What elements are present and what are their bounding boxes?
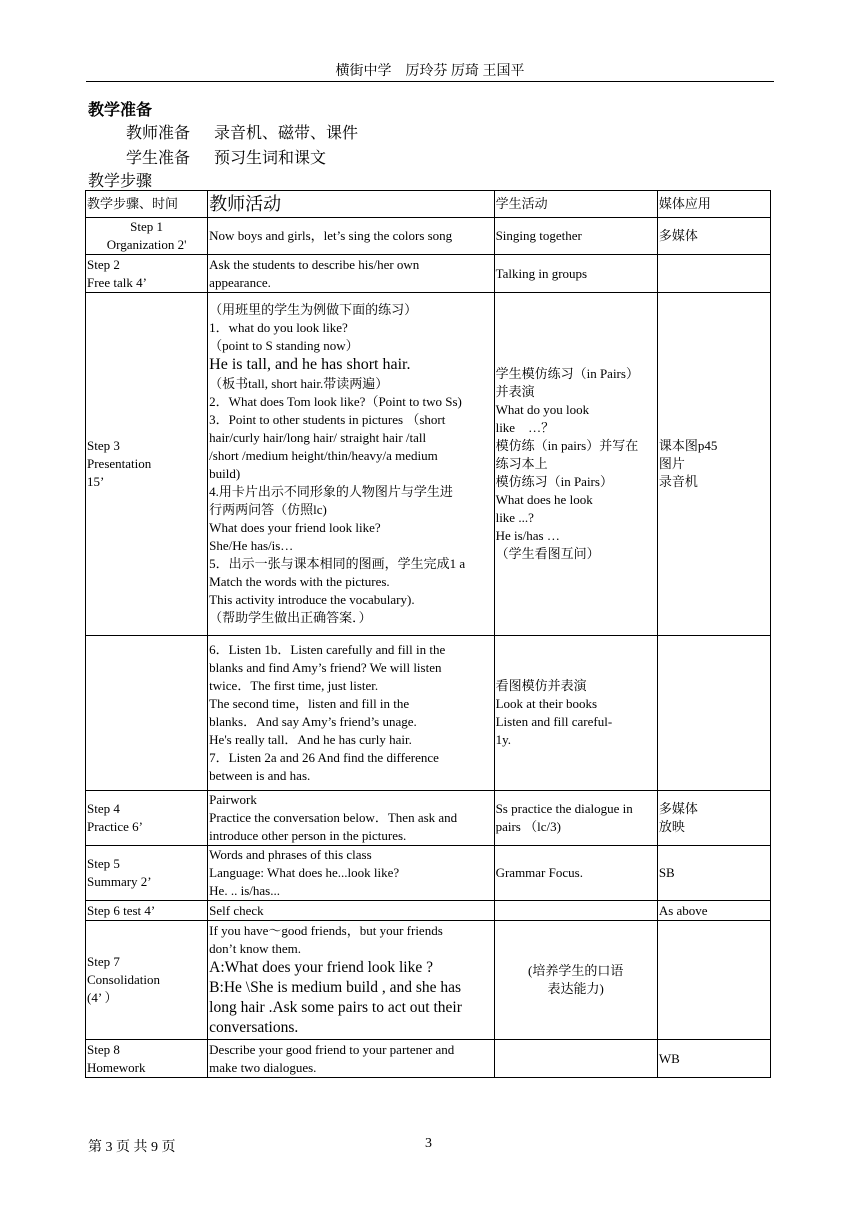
student-cell: 看图模仿并表演 Look at their books Listen and fill careful- 1y. — [494, 636, 657, 791]
header-media: 媒体应用 — [657, 191, 770, 218]
table-row — [86, 636, 771, 791]
step-cell: Step 3 Presentation 15’ — [86, 293, 208, 636]
teacher-prep-line — [126, 120, 358, 143]
table-row — [86, 255, 771, 293]
student-cell: Singing together — [494, 218, 657, 255]
lesson-plan-table — [85, 190, 771, 1078]
student-cell: Grammar Focus. — [494, 846, 657, 901]
teacher-cell: Describe your good friend to your partener and make two dialogues. — [208, 1040, 494, 1078]
section-title-preparation: 教学准备 — [88, 102, 153, 119]
media-cell: SB — [657, 846, 770, 901]
media-cell — [657, 636, 770, 791]
media-cell: 课本图p45 图片 录音机 — [657, 293, 770, 636]
student-cell: (培养学生的口语 表达能力) — [494, 921, 657, 1040]
teacher-cell: Pairwork Practice the conversation below．Then ask and introduce other person in the pictures. — [208, 791, 494, 846]
teacher-cell: Self check — [208, 901, 494, 921]
page-info: 第 3 页 共 9 页 — [88, 1140, 176, 1155]
media-cell: 多媒体 — [657, 218, 770, 255]
student-cell: Talking in groups — [494, 255, 657, 293]
table-row — [86, 218, 771, 255]
table-row — [86, 901, 771, 921]
teacher-cell: Ask the students to describe his/her own appearance. — [208, 255, 494, 293]
step-cell: Step 8 Homework — [86, 1040, 208, 1078]
step-cell: Step 6 test 4’ — [86, 901, 208, 921]
step-cell: Step 2 Free talk 4’ — [86, 255, 208, 293]
media-cell — [657, 255, 770, 293]
step-cell: Step 5 Summary 2’ — [86, 846, 208, 901]
teacher-prep-value: 录音机、磁带、课件 — [214, 125, 359, 142]
teacher-cell: Words and phrases of this class Language: What does he...look like? He. .. is/has... — [208, 846, 494, 901]
student-prep-value: 预习生词和课文 — [214, 150, 327, 167]
table-row — [86, 921, 771, 1040]
student-prep-line — [126, 145, 326, 168]
media-cell: 多媒体 放映 — [657, 791, 770, 846]
table-row — [86, 791, 771, 846]
table-row — [86, 846, 771, 901]
step-cell — [86, 636, 208, 791]
media-cell: As above — [657, 901, 770, 921]
page-header: 横街中学 厉玲芬 厉琦 王国平 — [335, 64, 525, 79]
teacher-cell: 6．Listen 1b．Listen carefully and fill in the blanks and find Amy’s friend? We will listen twice．The first time, just lister. The second time，listen and fill in the blanks．And say Amy’s friend’s unage. He's really tall．And he has curly hair. 7．Listen 2a and 26 And find the difference between is and has. — [208, 636, 494, 791]
student-cell — [494, 901, 657, 921]
student-cell: 学生模仿练习（in Pairs） 并表演 What do you look like …？ 模仿练（in pairs）并写在 练习本上 模仿练习（in Pairs） What does he look like ...? He is/has … （学生看图互问） — [494, 293, 657, 636]
header-rule — [86, 81, 774, 82]
section-title-steps: 教学步骤 — [88, 173, 153, 190]
step-cell: Step 1 Organization 2' — [86, 218, 208, 255]
table-header-row — [86, 191, 771, 218]
header-step-time: 教学步骤、时间 — [86, 191, 208, 218]
table-row — [86, 293, 771, 636]
teacher-cell: Now boys and girls，let’s sing the colors song — [208, 218, 494, 255]
teacher-cell: （用班里的学生为例做下面的练习） 1．what do you look like? （point to S standing now） He is tall, and he has short hair. （板书tall, short hair.带读两遍） 2．What does Tom look like?（Point to two Ss) 3．Point to other students in pictures （short hair/curly hair/long hair/ straight hair /tall /short /medium height/thin/heavy/a medium build) 4.用卡片出示不同形象的人物图片与学生进 行两两问答（仿照lc) What does your friend look like? She/He has/is… 5．出示一张与课本相同的图画，学生完成1 a Match the words with the pictures. This activity introduce the vocabulary). （帮助学生做出正确答案．） — [208, 293, 494, 636]
teacher-prep-label: 教师准备 — [126, 125, 191, 142]
page-number: 3 — [425, 1136, 432, 1151]
header-student-activity: 学生活动 — [494, 191, 657, 218]
media-cell: WB — [657, 1040, 770, 1078]
table-row — [86, 1040, 771, 1078]
header-teacher-activity: 教师活动 — [208, 191, 494, 218]
student-cell: Ss practice the dialogue in pairs （lc/3) — [494, 791, 657, 846]
student-prep-label: 学生准备 — [126, 150, 191, 167]
media-cell — [657, 921, 770, 1040]
step-cell: Step 4 Practice 6’ — [86, 791, 208, 846]
teacher-cell: If you have～good friends，but your friends don’t know them. A:What does your friend look like ? B:He \She is medium build , and she has long hair .Ask some pairs to act out their conversations. — [208, 921, 494, 1040]
step-cell: Step 7 Consolidation (4’ ） — [86, 921, 208, 1040]
student-cell — [494, 1040, 657, 1078]
